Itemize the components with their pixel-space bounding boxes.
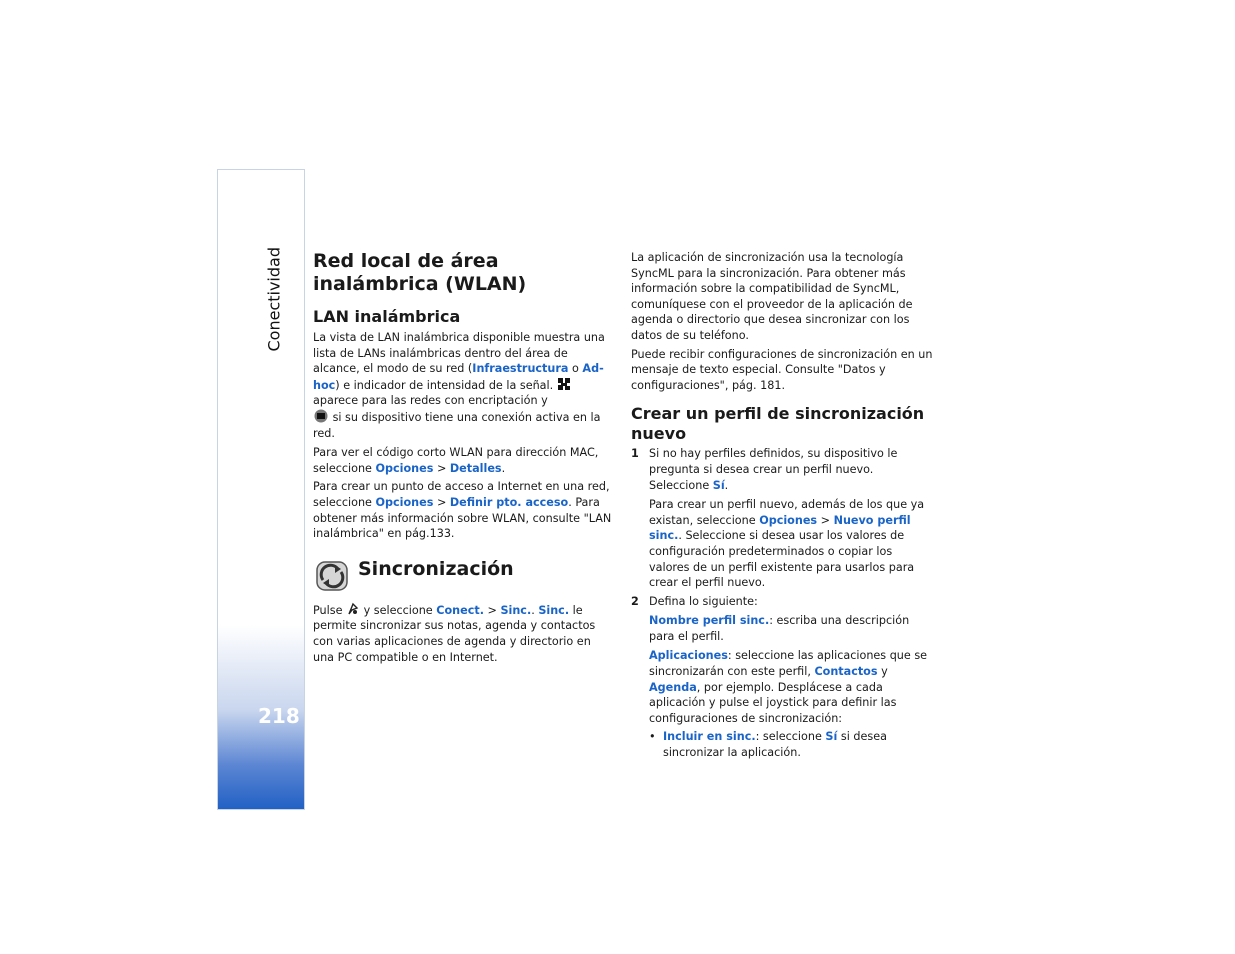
link-sinc-app: Sinc. — [538, 603, 570, 617]
paragraph-access-point: Para crear un punto de acceso a Internet en una red, seleccione Opciones > Definir pto. acceso. Para obtener más información sobre WLAN, consulte "LAN inalámbrica" en pág.133. — [313, 480, 612, 541]
link-ad-hoc: Ad-hoc — [313, 362, 604, 392]
link-opciones: Opciones — [375, 461, 434, 475]
heading-lan-inalambrica: LAN inalámbrica — [313, 307, 461, 326]
link-opciones-2: Opciones — [375, 495, 434, 509]
step-1: 1 Si no hay perfiles definidos, su dispositivo le pregunta si desea crear un perfil nuevo. Seleccione Sí. — [631, 447, 898, 492]
link-incluir-en-sinc: Incluir en sinc. — [663, 730, 756, 744]
link-nombre-perfil-sinc: Nombre perfil sinc. — [649, 614, 770, 628]
paragraph-lan-list: La vista de LAN inalámbrica disponible muestra una lista de LANs inalámbricas dentro del área de alcance, el modo de su red (Infraestructura o Ad-hoc) e indicador de intensidad de la señal. aparece para las redes con encriptación y si su dispositivo tiene una conexión activa en la red. — [313, 331, 605, 440]
paragraph-syncml: La aplicación de sincronización usa la tecnología SyncML para la sincronización. Para obtener más información sobre la compatibilidad de SyncML, comuníquese con el proveedor de la aplicación de agenda o directorio que desea sincronizar con los datos de su teléfono. — [631, 251, 913, 342]
link-detalles: Detalles — [449, 461, 502, 475]
paragraph-mac: Para ver el código corto WLAN para dirección MAC, seleccione Opciones > Detalles. — [313, 446, 599, 475]
paragraph-sync-intro: Pulse y seleccione Conect. > Sinc.. Sinc. le permite sincronizar sus notas, agenda y contactos con varias aplicaciones de agenda y directorio en una PC compatible o en Internet. — [313, 603, 596, 664]
heading-sincronizacion: Sincronización — [358, 557, 514, 580]
link-agenda: Agenda — [649, 680, 697, 694]
paragraph-receive-config: Puede recibir configuraciones de sincronización en un mensaje de texto especial. Consulte "Datos y configuraciones", pág. 181. — [631, 347, 933, 392]
link-nuevo-perfil-sinc: Nuevo perfil sinc. — [649, 513, 911, 543]
link-opciones-3: Opciones — [759, 513, 818, 527]
link-aplicaciones: Aplicaciones — [649, 649, 728, 663]
sync-heading-block — [313, 558, 615, 602]
menu-key-icon — [346, 602, 360, 616]
step-1-detail: Para crear un perfil nuevo, además de los que ya existan, seleccione Opciones > Nuevo perfil sinc.. Seleccione si desea usar los valores de configuración predeterminados o copiar los valores de un perfil existente para usarlos para crear el perfil nuevo. — [649, 498, 925, 590]
wlan-encryption-icon — [557, 377, 571, 391]
chapter-title — [262, 247, 286, 356]
heading-crear-perfil: Crear un perfil de sincronización nuevo — [631, 404, 925, 444]
chapter-title-text: Conectividad — [264, 247, 284, 352]
link-si: Sí — [712, 478, 725, 492]
page-number: 218 — [258, 704, 300, 728]
wlan-active-icon — [313, 409, 329, 423]
link-conect: Conect. — [436, 603, 484, 617]
sync-icon — [313, 558, 351, 594]
left-column — [313, 250, 615, 665]
link-contactos: Contactos — [814, 665, 878, 679]
link-infraestructura: Infraestructura — [472, 362, 569, 376]
link-si-2: Sí — [825, 730, 838, 744]
link-definir-pto-acceso: Definir pto. acceso — [449, 495, 569, 509]
step-2: 2 Defina lo siguiente: — [631, 594, 758, 608]
heading-wlan: Red local de área inalámbrica (WLAN) — [313, 250, 527, 295]
step-2-nombre: Nombre perfil sinc.: escriba una descripción para el perfil. — [649, 614, 910, 643]
bullet-incluir-en-sinc: • Incluir en sinc.: seleccione Sí si desea sincronizar la aplicación. — [649, 730, 887, 760]
right-column — [631, 250, 936, 761]
step-2-aplicaciones: Aplicaciones: seleccione las aplicaciones que se sincronizarán con este perfil, Contactos y Agenda, por ejemplo. Desplácese a cada aplicación y pulse el joystick para definir las configuraciones de sincronización: — [649, 649, 928, 725]
link-sinc-menu: Sinc. — [500, 603, 532, 617]
